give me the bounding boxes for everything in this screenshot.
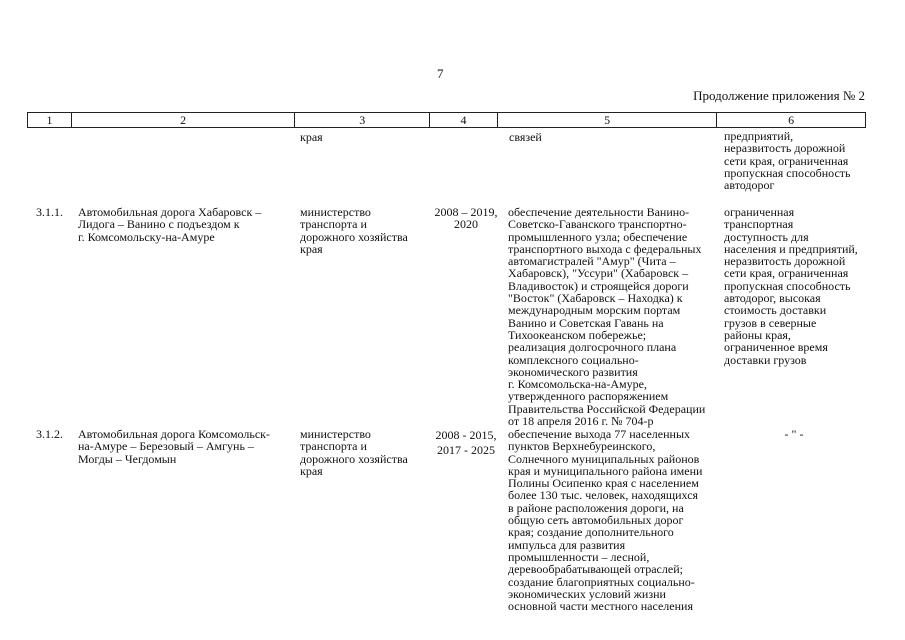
row-3-1-2-road-name: Автомобильная дорога Комсомольск- на-Амуре – Березовый – Амгунь – Могды – Чегдомын	[78, 427, 271, 466]
row-3-1-1-goal: обеспечение деятельности Ванино- Советско-Гаванского транспортно- промышленного узла; обеспечение транспортного выхода с федеральных автомагистралей "Амур" (Чита – Хабаровск), "Уссури" (Хабаровск – Владивосток) и строящейся дороги "Восток" (Хабаровск – Находка) к международным морским портам Ванино и Советская Гавань на Тихоокеанском побережье; реализация долгосрочного плана комплексного социально- экономического развития г. Комсомольска-на-Амуре, утвержденного распоряжением Правительства Российской Федерации от 18 апреля 2016 г. № 704-р	[508, 205, 706, 429]
row-3-1-1-road-name: Автомобильная дорога Хабаровск – Лидога – Ванино с подъездом к г. Комсомольску-на-Амуре	[78, 205, 262, 244]
row-3-1-1-problems: ограниченная транспортная доступность для населения и предприятий, неразвитость дорожной сети края, ограниченная пропускная способность автодорог, высокая стоимость доставки грузов в северные районы края, ограниченное время доставки грузов	[724, 205, 858, 367]
row-3-1-2-years: 2008 - 2015, 2017 - 2025	[435, 428, 497, 457]
page-number: 7	[437, 66, 444, 81]
row-3-1-1-executor: министерство транспорта и дорожного хозяйства края	[300, 205, 408, 256]
continuation-goal-text: связей	[509, 130, 542, 144]
column-number-2: 2	[71, 113, 294, 127]
continuation-executor-text: края	[300, 130, 323, 144]
row-3-1-2-number: 3.1.2.	[36, 427, 63, 441]
column-number-1: 1	[46, 113, 53, 127]
row-3-1-1-number: 3.1.1.	[36, 205, 63, 219]
row-3-1-1-years: 2008 – 2019, 2020	[434, 205, 498, 232]
row-3-1-2-problems: - " -	[784, 427, 804, 441]
column-number-5: 5	[497, 113, 716, 127]
row-3-1-2-executor: министерство транспорта и дорожного хозяйства края	[300, 427, 408, 478]
column-number-6: 6	[716, 113, 865, 127]
appendix-continuation-note: Продолжение приложения № 2	[693, 88, 865, 103]
column-number-4: 4	[429, 113, 497, 127]
table-header-row	[27, 112, 866, 128]
row-3-1-2-goal: обеспечение выхода 77 населенных пунктов Верхнебуреинского, Солнечного муниципальных районов края и муниципального района имени Полины Осипенко края с населением более 130 тыс. человек, находящихся в районе расположения дороги, на общую сеть автомобильных дорог края; создание дополнительного импульса для развития промышленности – лесной, деревообрабатывающей отраслей; создание благоприятных социально- экономических условий жизни основной части местного населения	[508, 427, 703, 614]
continuation-problems-text: предприятий, неразвитость дорожной сети края, ограниченная пропускная способность автодорог	[724, 129, 851, 193]
column-number-3: 3	[294, 113, 429, 127]
